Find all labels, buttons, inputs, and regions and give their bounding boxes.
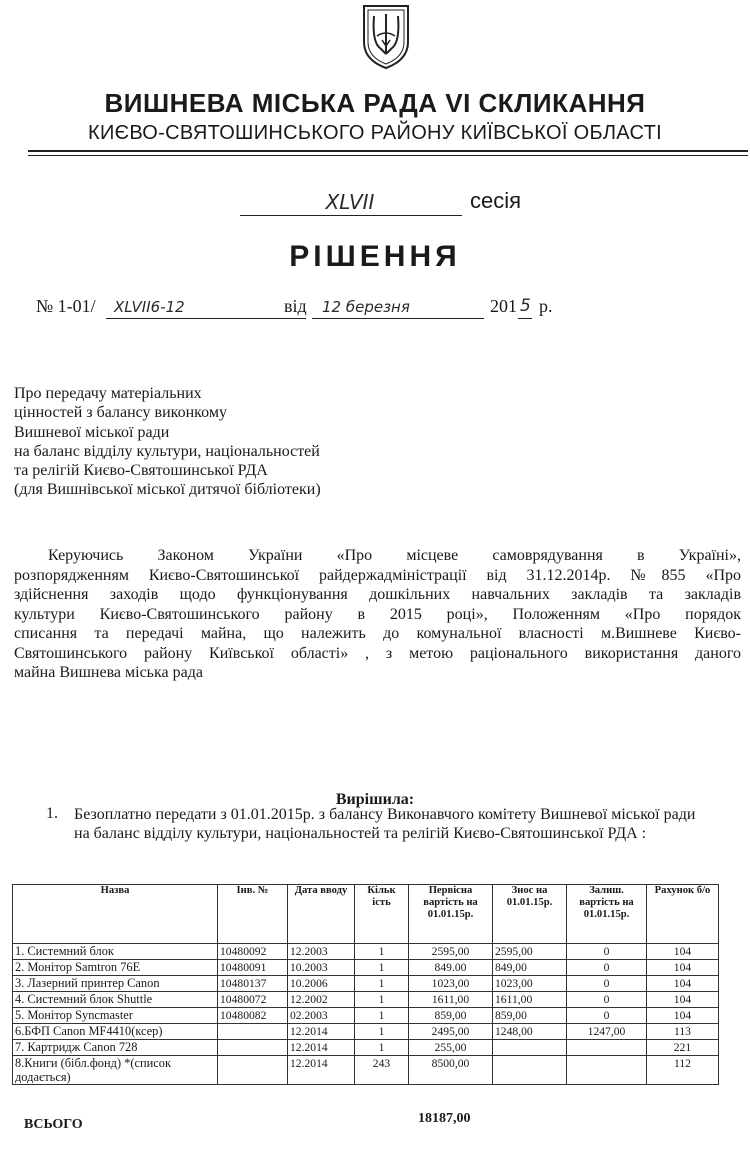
item-number: 1.	[46, 805, 58, 822]
cell-account: 104	[647, 976, 719, 992]
cell-account: 113	[647, 1024, 719, 1040]
cell-inventory	[218, 1056, 288, 1085]
cell-inventory: 10480072	[218, 992, 288, 1008]
header-rule-thick	[28, 150, 748, 152]
cell-date: 12.2014	[288, 1024, 355, 1040]
subject-line: (для Вишнівської міської дитячої бібліотеки)	[14, 481, 321, 499]
cell-residual-value: 0	[567, 960, 647, 976]
number-handwritten: XLVII6-12	[114, 298, 185, 316]
session-number-handwritten: XLVII	[325, 190, 375, 214]
column-header-date: Дата вводу	[288, 885, 355, 944]
cell-inventory: 10480137	[218, 976, 288, 992]
cell-account: 104	[647, 1008, 719, 1024]
cell-name: 2. Монітор Samtron 76E	[13, 960, 218, 976]
cell-inventory: 10480092	[218, 944, 288, 960]
item-text: Безоплатно передати з 01.01.2015р. з балансу Виконавчого комітету Вишневої міської ради на баланс відділу культури, національностей та релігій Києво-Святошинської РДА :	[74, 806, 696, 843]
table-row	[13, 1008, 719, 1024]
cell-quantity: 1	[355, 1008, 409, 1024]
column-header-name: Назва	[13, 885, 218, 944]
subject-line: Вишневої міської ради	[14, 423, 170, 441]
preamble-line: розпорядженням Києво-Святошинської райдержадміністрації від 31.12.2014р. №855 «Про	[14, 566, 741, 584]
cell-quantity: 1	[355, 976, 409, 992]
column-header-residual-value: Залиш. вартість на 01.01.15р.	[567, 885, 647, 944]
cell-depreciation: 2595,00	[493, 944, 567, 960]
cell-residual-value: 0	[567, 976, 647, 992]
cell-residual-value: 1247,00	[567, 1024, 647, 1040]
cell-initial-cost: 255,00	[409, 1040, 493, 1056]
trident-emblem-icon	[360, 2, 412, 70]
cell-date: 12.2014	[288, 1040, 355, 1056]
cell-initial-cost: 8500,00	[409, 1056, 493, 1085]
preamble-paragraph	[14, 546, 741, 683]
table-row	[13, 960, 719, 976]
decided-heading: Вирішила:	[335, 791, 415, 808]
table-row	[13, 992, 719, 1008]
cell-date: 12.2002	[288, 992, 355, 1008]
cell-initial-cost: 1611,00	[409, 992, 493, 1008]
cell-name: 7. Картридж Canon 728	[13, 1040, 218, 1056]
cell-depreciation: 849,00	[493, 960, 567, 976]
subject-line: цінностей з балансу виконкому	[14, 404, 227, 422]
cell-depreciation: 859,00	[493, 1008, 567, 1024]
preamble-line: Керуючись Законом України «Про місцеве самоврядування в Україні»,	[48, 547, 741, 564]
cell-depreciation: 1611,00	[493, 992, 567, 1008]
number-prefix: № 1-01/	[36, 296, 96, 316]
column-header-quantity: Кільк ість	[355, 885, 409, 944]
preamble-line: здійснення заходів щодо функціонування дошкільних навчальних закладів та закладів	[14, 586, 741, 603]
document-title: РІШЕННЯ	[289, 240, 461, 273]
cell-name: 6.БФП Canon MF4410(ксер)	[13, 1024, 218, 1040]
cell-account: 104	[647, 992, 719, 1008]
cell-name: 4. Системний блок Shuttle	[13, 992, 218, 1008]
cell-residual-value: 0	[567, 944, 647, 960]
table-row	[13, 976, 719, 992]
column-header-inventory: Інв. №	[218, 885, 288, 944]
cell-account: 221	[647, 1040, 719, 1056]
cell-quantity: 1	[355, 992, 409, 1008]
cell-residual-value	[567, 1056, 647, 1085]
year-prefix: 201	[490, 296, 517, 316]
cell-inventory	[218, 1040, 288, 1056]
cell-account: 112	[647, 1056, 719, 1085]
cell-initial-cost: 1023,00	[409, 976, 493, 992]
cell-quantity: 1	[355, 1024, 409, 1040]
cell-date: 12.2014	[288, 1056, 355, 1085]
cell-quantity: 1	[355, 944, 409, 960]
cell-name: 8.Книги (бібл.фонд) *(список додається)	[13, 1056, 218, 1085]
cell-residual-value: 0	[567, 1008, 647, 1024]
preamble-line: майна Вишнева міська рада	[14, 664, 203, 681]
year-suffix: р.	[539, 296, 553, 316]
table-header-row	[13, 885, 719, 944]
cell-inventory: 10480082	[218, 1008, 288, 1024]
cell-residual-value	[567, 1040, 647, 1056]
cell-depreciation	[493, 1040, 567, 1056]
subject-line: та релігій Києво-Святошинської РДА	[14, 462, 268, 480]
cell-initial-cost: 859,00	[409, 1008, 493, 1024]
region-heading: КИЄВО-СВЯТОШИНСЬКОГО РАЙОНУ КИЇВСЬКОЇ ОБЛАСТІ	[88, 122, 662, 144]
column-header-initial-cost: Первісна вартість на 01.01.15р.	[409, 885, 493, 944]
cell-depreciation: 1248,00	[493, 1024, 567, 1040]
session-label: сесія	[470, 188, 522, 213]
preamble-line: культури Києво-Святошинського району в 2015 році», Положенням «Про порядок	[14, 605, 741, 623]
assets-table	[12, 884, 719, 1085]
cell-name: 5. Монітор Syncmaster	[13, 1008, 218, 1024]
cell-account: 104	[647, 944, 719, 960]
table-row	[13, 944, 719, 960]
cell-depreciation: 1023,00	[493, 976, 567, 992]
table-row	[13, 1040, 719, 1056]
cell-depreciation	[493, 1056, 567, 1085]
column-header-account: Рахунок б/о	[647, 885, 719, 944]
cell-inventory	[218, 1024, 288, 1040]
preamble-line: Святошинського району Київської області» , з метою раціонального використання даного	[14, 644, 741, 662]
cell-date: 10.2003	[288, 960, 355, 976]
cell-date: 10.2006	[288, 976, 355, 992]
cell-initial-cost: 2495,00	[409, 1024, 493, 1040]
cell-account: 104	[647, 960, 719, 976]
cell-date: 12.2003	[288, 944, 355, 960]
cell-date: 02.2003	[288, 1008, 355, 1024]
column-header-depreciation: Знос на 01.01.15р.	[493, 885, 567, 944]
cell-name: 1. Системний блок	[13, 944, 218, 960]
cell-quantity: 1	[355, 1040, 409, 1056]
header-rule-thin	[28, 155, 748, 156]
cell-name: 3. Лазерний принтер Canon	[13, 976, 218, 992]
cell-quantity: 1	[355, 960, 409, 976]
table-row	[13, 1024, 719, 1040]
date-handwritten: 12 березня	[322, 298, 410, 316]
preamble-line: списання та передачі майна, що належить до комунальної власності м.Вишневе Києво-	[14, 625, 741, 642]
from-label: від	[284, 296, 307, 316]
table-row	[13, 1056, 719, 1085]
total-label: ВСЬОГО	[24, 1117, 83, 1132]
decision-subject	[14, 384, 321, 500]
council-heading: ВИШНЕВА МІСЬКА РАДА VI СКЛИКАННЯ	[104, 88, 646, 118]
cell-quantity: 243	[355, 1056, 409, 1085]
cell-initial-cost: 2595,00	[409, 944, 493, 960]
subject-line: Про передачу матеріальних	[14, 385, 202, 402]
year-handwritten-digit: 5	[520, 296, 531, 316]
cell-inventory: 10480091	[218, 960, 288, 976]
cell-residual-value: 0	[567, 992, 647, 1008]
subject-line: на баланс відділу культури, національностей	[14, 442, 320, 460]
cell-initial-cost: 849.00	[409, 960, 493, 976]
total-value: 18187,00	[418, 1111, 471, 1126]
decision-reference-line	[36, 296, 636, 326]
